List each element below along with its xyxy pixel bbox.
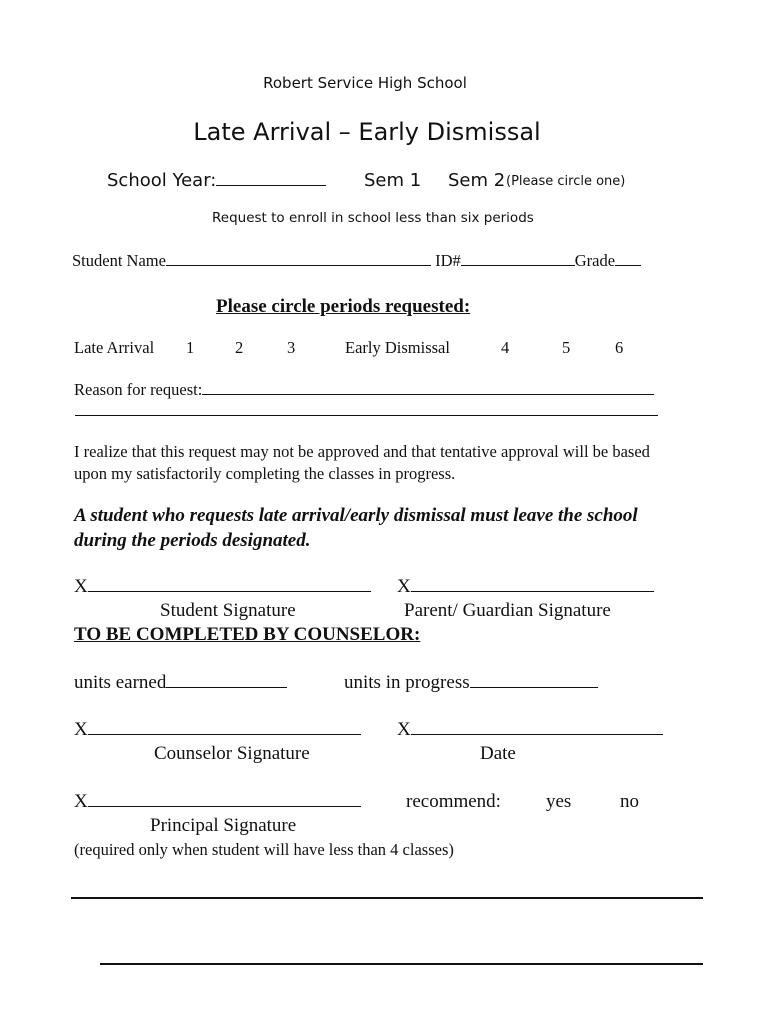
period-2[interactable]: 2 xyxy=(235,338,244,357)
warning-line-1: A student who requests late arrival/early dismissal must leave the school xyxy=(74,505,638,526)
parent-signature-x: X xyxy=(397,576,411,597)
parent-signature-field[interactable] xyxy=(397,576,654,598)
form-title: Late Arrival – Early Dismissal xyxy=(193,118,541,146)
reason-row xyxy=(74,380,654,400)
bottom-divider-1 xyxy=(71,897,703,899)
sem1-option[interactable]: Sem 1 xyxy=(364,170,422,191)
periods-heading: Please circle periods requested: xyxy=(216,296,471,317)
grade-label: Grade xyxy=(574,251,616,270)
units-earned-row xyxy=(74,672,287,694)
warning-line-2: during the periods designated. xyxy=(74,530,311,551)
counselor-signature-field[interactable] xyxy=(74,719,361,741)
disclaimer-line-2: upon my satisfactorily completing the classes in progress. xyxy=(74,464,456,483)
period-6[interactable]: 6 xyxy=(615,338,624,357)
period-5[interactable]: 5 xyxy=(562,338,571,357)
school-year-row xyxy=(107,170,326,191)
reason-field-line-2[interactable] xyxy=(75,415,658,416)
student-name-field[interactable] xyxy=(166,265,431,266)
date-x: X xyxy=(397,719,411,740)
recommend-yes[interactable]: yes xyxy=(546,791,572,812)
recommend-label: recommend: xyxy=(406,791,501,812)
units-progress-row xyxy=(344,672,598,694)
school-name: Robert Service High School xyxy=(263,74,467,92)
student-signature-label: Student Signature xyxy=(160,600,296,621)
school-year-field[interactable] xyxy=(216,185,326,186)
request-text: Request to enroll in school less than six periods xyxy=(212,210,534,226)
period-1[interactable]: 1 xyxy=(186,338,195,357)
units-earned-label: units earned xyxy=(74,672,167,693)
counselor-signature-label: Counselor Signature xyxy=(154,743,310,764)
units-earned-field[interactable] xyxy=(166,687,287,688)
disclaimer-line-1: I realize that this request may not be approved and that tentative approval will be based xyxy=(74,442,650,461)
principal-signature-label: Principal Signature xyxy=(150,815,297,836)
grade-field[interactable] xyxy=(615,265,641,266)
parent-signature-label: Parent/ Guardian Signature xyxy=(404,600,611,621)
student-name-label: Student Name xyxy=(72,251,166,270)
counselor-heading: TO BE COMPLETED BY COUNSELOR: xyxy=(74,624,421,645)
id-field[interactable] xyxy=(461,265,575,266)
period-3[interactable]: 3 xyxy=(287,338,296,357)
circle-one-note: (Please circle one) xyxy=(506,174,626,189)
late-arrival-label: Late Arrival xyxy=(74,338,155,357)
date-label: Date xyxy=(480,743,516,764)
early-dismissal-label: Early Dismissal xyxy=(345,338,450,357)
date-field[interactable] xyxy=(397,719,663,741)
sem2-option[interactable]: Sem 2 xyxy=(448,170,506,191)
counselor-signature-x: X xyxy=(74,719,88,740)
bottom-divider-2 xyxy=(100,963,703,965)
units-progress-field[interactable] xyxy=(470,687,598,688)
units-progress-label: units in progress xyxy=(344,672,470,693)
period-4[interactable]: 4 xyxy=(501,338,510,357)
required-note: (required only when student will have less than 4 classes) xyxy=(74,840,454,859)
recommend-no[interactable]: no xyxy=(620,791,639,812)
school-year-label: School Year: xyxy=(107,170,217,191)
student-row xyxy=(72,251,641,271)
id-label: ID# xyxy=(435,251,461,270)
student-signature-x: X xyxy=(74,576,88,597)
principal-signature-field[interactable] xyxy=(74,791,361,813)
reason-label: Reason for request: xyxy=(74,380,203,399)
principal-signature-x: X xyxy=(74,791,88,812)
reason-field[interactable] xyxy=(202,394,654,395)
student-signature-field[interactable] xyxy=(74,576,371,598)
